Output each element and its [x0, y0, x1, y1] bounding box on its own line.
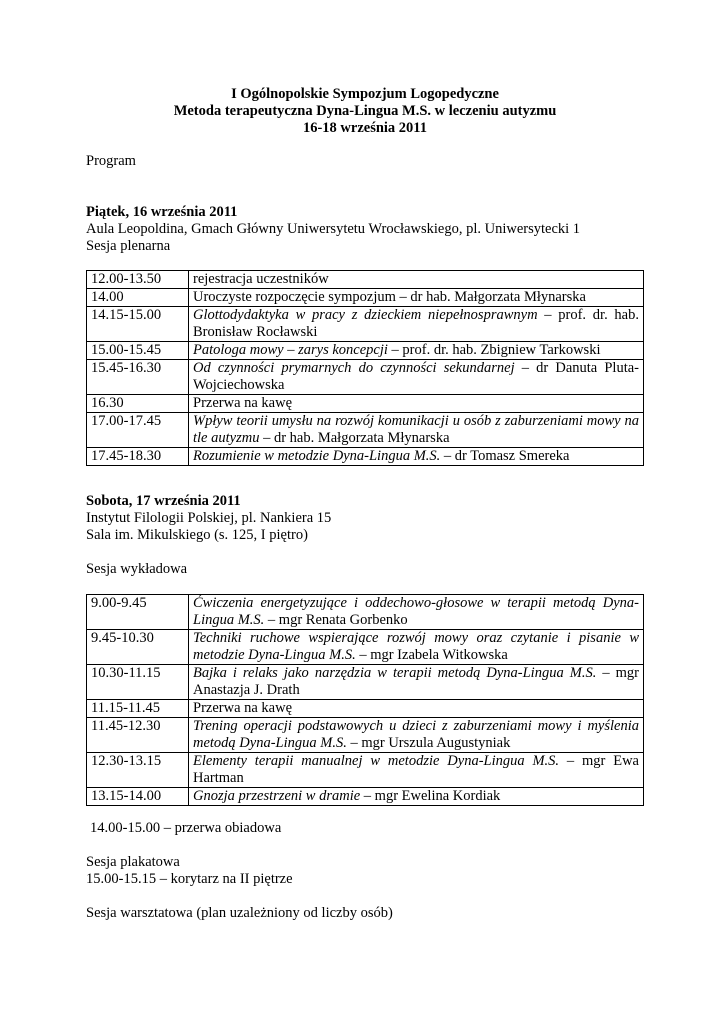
- talk-details: Przerwa na kawę: [193, 395, 293, 411]
- poster-session-label: Sesja plakatowa: [86, 854, 180, 870]
- day2-place: Instytut Filologii Polskiej, pl. Nankiera 15: [86, 510, 332, 526]
- workshop-session: Sesja warsztatowa (plan uzależniony od liczby osób): [86, 905, 393, 921]
- schedule-time: 15.00-15.45: [87, 342, 189, 360]
- day2-heading: Sobota, 17 września 2011: [86, 493, 241, 509]
- schedule-time: 17.00-17.45: [87, 413, 189, 448]
- schedule-time: 14.00: [87, 289, 189, 307]
- schedule-description: [189, 271, 644, 289]
- talk-details: rejestracja uczestników: [193, 271, 329, 287]
- schedule-time: 10.30-11.15: [87, 665, 189, 700]
- schedule-description: [189, 360, 644, 395]
- schedule-row: [87, 307, 644, 342]
- schedule-description: [189, 413, 644, 448]
- day1-info: [86, 204, 646, 255]
- schedule-time: 11.15-11.45: [87, 700, 189, 718]
- schedule-row: [87, 718, 644, 753]
- day2-session: Sesja wykładowa: [86, 561, 188, 577]
- day1-schedule-body: [87, 271, 644, 466]
- schedule-description: [189, 753, 644, 788]
- talk-details: – dr Tomasz Smereka: [440, 448, 570, 464]
- document-header: [86, 86, 644, 137]
- talk-details: – mgr Renata Gorbenko: [264, 612, 408, 628]
- schedule-description: [189, 342, 644, 360]
- schedule-description: [189, 788, 644, 806]
- talk-title: Ćwiczenia energetyzujące i oddechowo-głosowe w terapii metodą Dyna-Lingua M.S.: [193, 595, 639, 628]
- talk-title: Elementy terapii manualnej w metodzie Dyna-Lingua M.S.: [193, 753, 560, 769]
- schedule-row: [87, 665, 644, 700]
- schedule-row: [87, 342, 644, 360]
- schedule-row: [87, 395, 644, 413]
- schedule-time: 12.00-13.50: [87, 271, 189, 289]
- talk-details: – mgr Ewa Hartman: [193, 753, 639, 786]
- schedule-description: [189, 395, 644, 413]
- schedule-description: [189, 307, 644, 342]
- talk-title: Glottodydaktyka w pracy z dzieckiem niepełnosprawnym: [193, 307, 538, 323]
- day1-place: Aula Leopoldina, Gmach Główny Uniwersytetu Wrocławskiego, pl. Uniwersytecki 1: [86, 221, 581, 237]
- poster-session-time: 15.00-15.15 – korytarz na II piętrze: [86, 871, 293, 887]
- talk-title: Trening operacji podstawowych u dzieci z zaburzeniami mowy i myślenia metodą Dyna-Lingua M.S.: [193, 718, 639, 751]
- day2-schedule-table: [86, 594, 644, 806]
- talk-title: Patologa mowy – zarys koncepcji: [193, 342, 388, 358]
- lunch-break: 14.00-15.00 – przerwa obiadowa: [90, 820, 282, 836]
- schedule-row: [87, 448, 644, 466]
- schedule-row: [87, 753, 644, 788]
- day1-heading: Piątek, 16 września 2011: [86, 204, 238, 220]
- schedule-time: 9.00-9.45: [87, 595, 189, 630]
- talk-title: Wpływ teorii umysłu na rozwój komunikacji u osób z zaburzeniami mowy na tle autyzmu: [193, 413, 639, 446]
- day2-room: Sala im. Mikulskiego (s. 125, I piętro): [86, 527, 308, 543]
- symposium-dates: 16-18 września 2011: [302, 120, 428, 136]
- symposium-title: I Ogólnopolskie Sympozjum Logopedyczne: [231, 86, 499, 102]
- talk-details: – dr hab. Małgorzata Młynarska: [259, 430, 450, 446]
- talk-details: Przerwa na kawę: [193, 700, 293, 716]
- schedule-time: 12.30-13.15: [87, 753, 189, 788]
- schedule-time: 17.45-18.30: [87, 448, 189, 466]
- program-heading-block: [86, 153, 646, 170]
- schedule-description: [189, 289, 644, 307]
- program-label: Program: [86, 153, 136, 169]
- schedule-row: [87, 271, 644, 289]
- talk-details: – mgr Ewelina Kordiak: [360, 788, 501, 804]
- talk-title: Bajka i relaks jako narzędzia w terapii metodą Dyna-Lingua M.S.: [193, 665, 597, 681]
- schedule-description: [189, 595, 644, 630]
- day1-schedule-table: [86, 270, 644, 466]
- schedule-description: [189, 630, 644, 665]
- talk-details: – mgr Izabela Witkowska: [355, 647, 508, 663]
- schedule-row: [87, 360, 644, 395]
- schedule-time: 15.45-16.30: [87, 360, 189, 395]
- talk-title: Rozumienie w metodzie Dyna-Lingua M.S.: [193, 448, 441, 464]
- day2-info: [86, 493, 646, 578]
- talk-details: – prof. dr. hab. Zbigniew Tarkowski: [387, 342, 601, 358]
- schedule-time: 11.45-12.30: [87, 718, 189, 753]
- talk-title: Techniki ruchowe wspierające rozwój mowy oraz czytanie i pisanie w metodzie Dyna-Lingua M.S.: [193, 630, 639, 663]
- schedule-row: [87, 595, 644, 630]
- day1-session: Sesja plenarna: [86, 238, 171, 254]
- schedule-row: [87, 700, 644, 718]
- talk-details: – mgr Urszula Augustyniak: [346, 735, 511, 751]
- schedule-time: 16.30: [87, 395, 189, 413]
- footer-info: [86, 820, 646, 922]
- talk-details: Uroczyste rozpoczęcie sympozjum – dr hab. Małgorzata Młynarska: [193, 289, 586, 305]
- talk-details: – prof. dr. hab. Bronisław Rocławski: [193, 307, 639, 340]
- schedule-description: [189, 448, 644, 466]
- talk-title: Gnozja przestrzeni w dramie: [193, 788, 361, 804]
- symposium-subtitle: Metoda terapeutyczna Dyna-Lingua M.S. w leczeniu autyzmu: [173, 103, 557, 119]
- talk-details: – mgr Anastazja J. Drath: [193, 665, 639, 698]
- day2-schedule-body: [87, 595, 644, 806]
- schedule-description: [189, 665, 644, 700]
- schedule-row: [87, 788, 644, 806]
- talk-details: – dr Danuta Pluta-Wojciechowska: [193, 360, 640, 393]
- schedule-row: [87, 630, 644, 665]
- talk-title: Od czynności prymarnych do czynności sekundarnej: [193, 360, 515, 376]
- schedule-time: 14.15-15.00: [87, 307, 189, 342]
- schedule-row: [87, 289, 644, 307]
- schedule-row: [87, 413, 644, 448]
- schedule-time: 13.15-14.00: [87, 788, 189, 806]
- schedule-description: [189, 718, 644, 753]
- schedule-description: [189, 700, 644, 718]
- schedule-time: 9.45-10.30: [87, 630, 189, 665]
